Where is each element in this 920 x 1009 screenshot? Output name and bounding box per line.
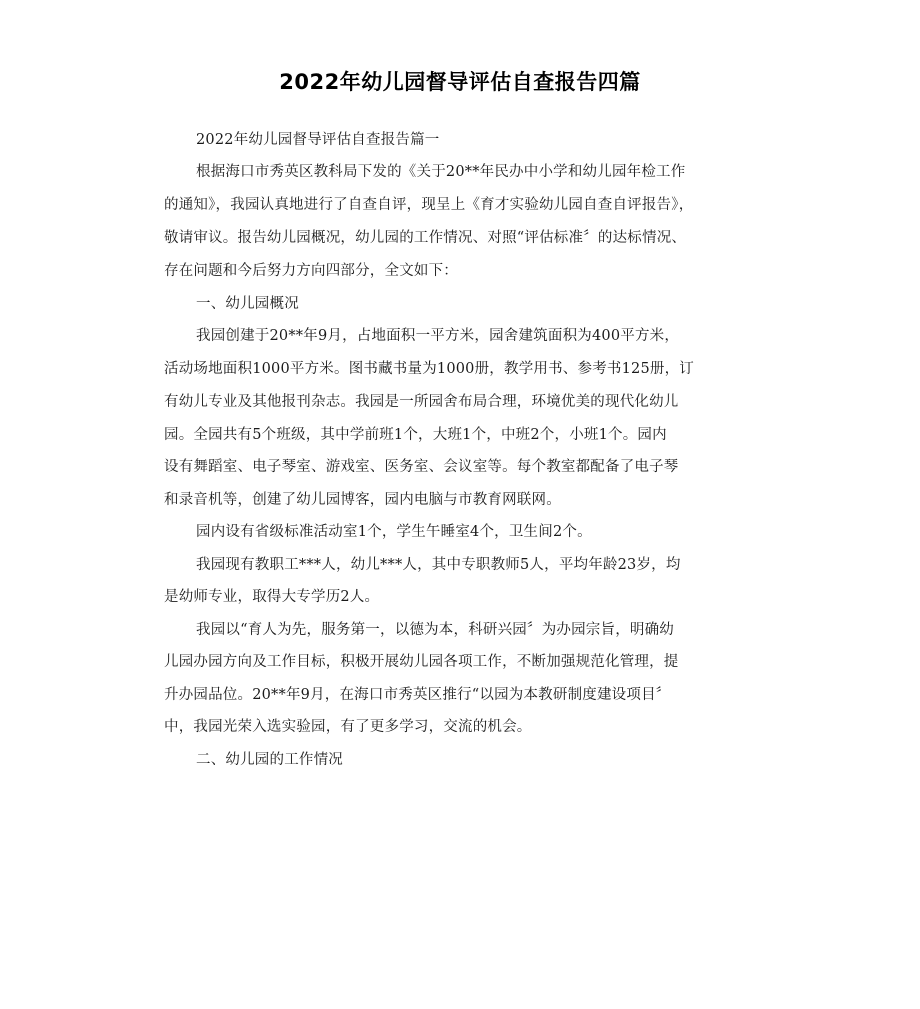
document-title: 2022年幼儿园督导评估自查报告四篇: [279, 70, 641, 94]
paragraph-line: 升办园品位。20**年9月，在海口市秀英区推行“以园为本教研制度建设项目〞: [164, 687, 671, 703]
paragraph-line: 敬请审议。报告幼儿园概况，幼儿园的工作情况、对照“评估标准〞的达标情况、: [164, 230, 687, 246]
paragraph-line: 儿园办园方向及工作目标，积极开展幼儿园各项工作，不断加强规范化管理，提: [164, 654, 679, 670]
section-heading: 一、幼儿园概况: [196, 296, 299, 312]
paragraph-line: 我园创建于20**年9月，占地面积一平方米，园舍建筑面积为400平方米，: [196, 328, 680, 344]
paragraph-line: 我园现有教职工***人，幼儿***人，其中专职教师5人，平均年龄23岁，均: [196, 557, 681, 573]
paragraph-line: 是幼师专业，取得大专学历2人。: [164, 589, 380, 605]
paragraph-line: 和录音机等，创建了幼儿园博客，园内电脑与市教育网联网。: [164, 492, 561, 508]
paragraph-line: 有幼儿专业及其他报刊杂志。我园是一所园舍布局合理，环境优美的现代化幼儿: [164, 394, 679, 410]
section-heading: 二、幼儿园的工作情况: [196, 752, 343, 768]
paragraph-line: 存在问题和今后努力方向四部分，全文如下：: [164, 263, 458, 279]
paragraph-line: 我园以“育人为先，服务第一，以德为本，科研兴园〞为办园宗旨，明确幼: [196, 622, 675, 638]
paragraph-line: 活动场地面积1000平方米。图书藏书量为1000册，教学用书、参考书125册，订: [164, 361, 694, 377]
paragraph-line: 园。全园共有5个班级，其中学前班1个，大班1个，中班2个，小班1个。园内: [164, 427, 667, 443]
paragraph-line: 的通知》，我园认真地进行了自查自评，现呈上《育才实验幼儿园自查自评报告》，: [164, 197, 694, 213]
paragraph-line: 园内设有省级标准活动室1个，学生午睡室4个，卫生间2个。: [196, 524, 592, 540]
paragraph-line: 根据海口市秀英区教科局下发的《关于20**年民办中小学和幼儿园年检工作: [196, 164, 686, 180]
paragraph-line: 中，我园光荣入选实验园，有了更多学习，交流的机会。: [164, 719, 532, 735]
paragraph-line: 设有舞蹈室、电子琴室、游戏室、医务室、会议室等。每个教室都配备了电子琴: [164, 459, 679, 475]
section-heading: 2022年幼儿园督导评估自查报告篇一: [196, 132, 440, 148]
